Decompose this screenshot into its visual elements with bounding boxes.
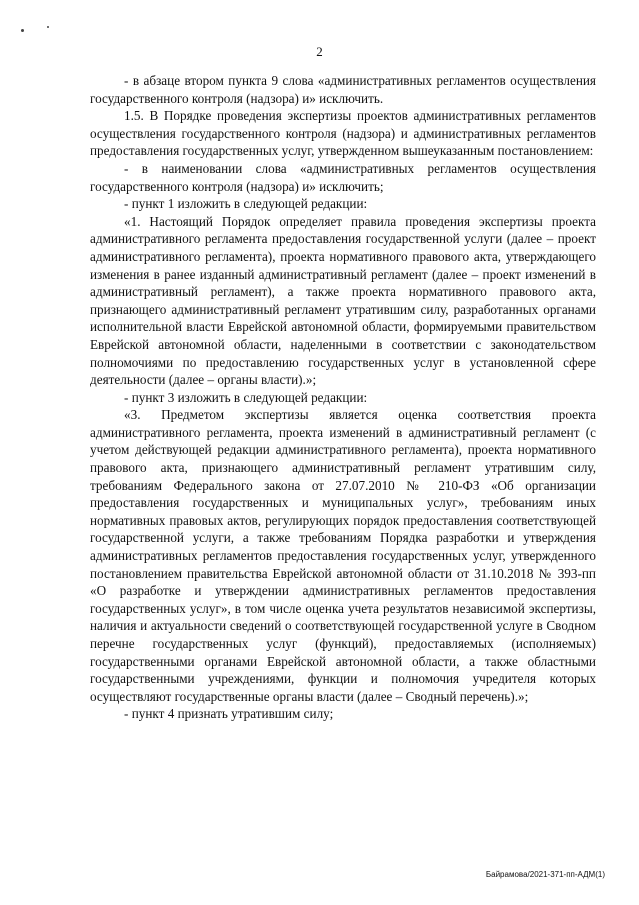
paragraph: «1. Настоящий Порядок определяет правила проведения экспертизы проекта административного регламента предоставления государственной услуги (далее – проект административного регламента), проекта нормативного правового акта, утверждающего изменения в ранее изданный административный регламент (далее – проект изменений в административный регламент), а также проекта нормативного правового акта, признающего административный регламент утратившим силу, разработанных органами исполнительной власти Еврейской автономной области, формируемыми правительством Еврейской автономной области, наделенными в соответствии с законодательством полномочиями по предоставлению государственных услуг в установленной сфере деятельности (далее – органы власти).»; bbox=[90, 213, 596, 388]
paragraph: - в абзаце втором пункта 9 слова «административных регламентов осуществления государственного контроля (надзора) и» исключить. bbox=[90, 73, 596, 106]
paragraph: - пункт 4 признать утратившим силу; bbox=[124, 706, 334, 722]
page-number: 2 bbox=[316, 44, 323, 59]
paragraph: - в наименовании слова «административных регламентов осуществления государственного контроля (надзора) и» исключить; bbox=[90, 160, 596, 194]
scan-artifact-dot bbox=[21, 29, 24, 32]
paragraph: «3. Предметом экспертизы является оценка соответствия проекта административного регламента, проекта изменений в административный регламент (с учетом действующей редакции административного регламента), проекта нормативного правового акта, признающего административный регламент утратившим силу, требованиям Федерального закона от 27.07.2010 № 210-ФЗ «Об организации предоставления государственных и муниципальных услуг», требованиям иных нормативных правовых актов, регулирующих порядок предоставления соответствующей государственной услуги, а также требованиям Порядка разработки и утверждения административных регламентов предоставления государственных услуг, утвержденного постановлением правительства Еврейской автономной области от 31.10.2018 № 393-пп «О разработке и утверждении административных регламентов предоставления государственных услуг», в том числе оценка учета результатов независимой экспертизы, наличия и актуальности сведений о соответствующей государственной услуге в Сводном перечне государственных услуг (функций), предоставляемых (исполняемых) государственными органами Еврейской автономной области, а также областными государственными учреждениями, функции и полномочия учредителя которых осуществляют государственные органы власти (далее – Сводный перечень).»; bbox=[90, 407, 596, 704]
document-registration-code: Байрамова/2021-371-пп-АДМ(1) bbox=[485, 870, 605, 879]
paragraph: - пункт 1 изложить в следующей редакции: bbox=[124, 196, 368, 212]
document-body bbox=[90, 72, 596, 723]
scan-artifact-dot bbox=[47, 26, 49, 28]
paragraph: - пункт 3 изложить в следующей редакции: bbox=[124, 389, 368, 405]
paragraph: 1.5. В Порядке проведения экспертизы проектов административных регламентов осуществления государственного контроля (надзора) и административных регламентов предоставления государственных услуг, утвержденном вышеуказанным постановлением: bbox=[90, 108, 596, 159]
